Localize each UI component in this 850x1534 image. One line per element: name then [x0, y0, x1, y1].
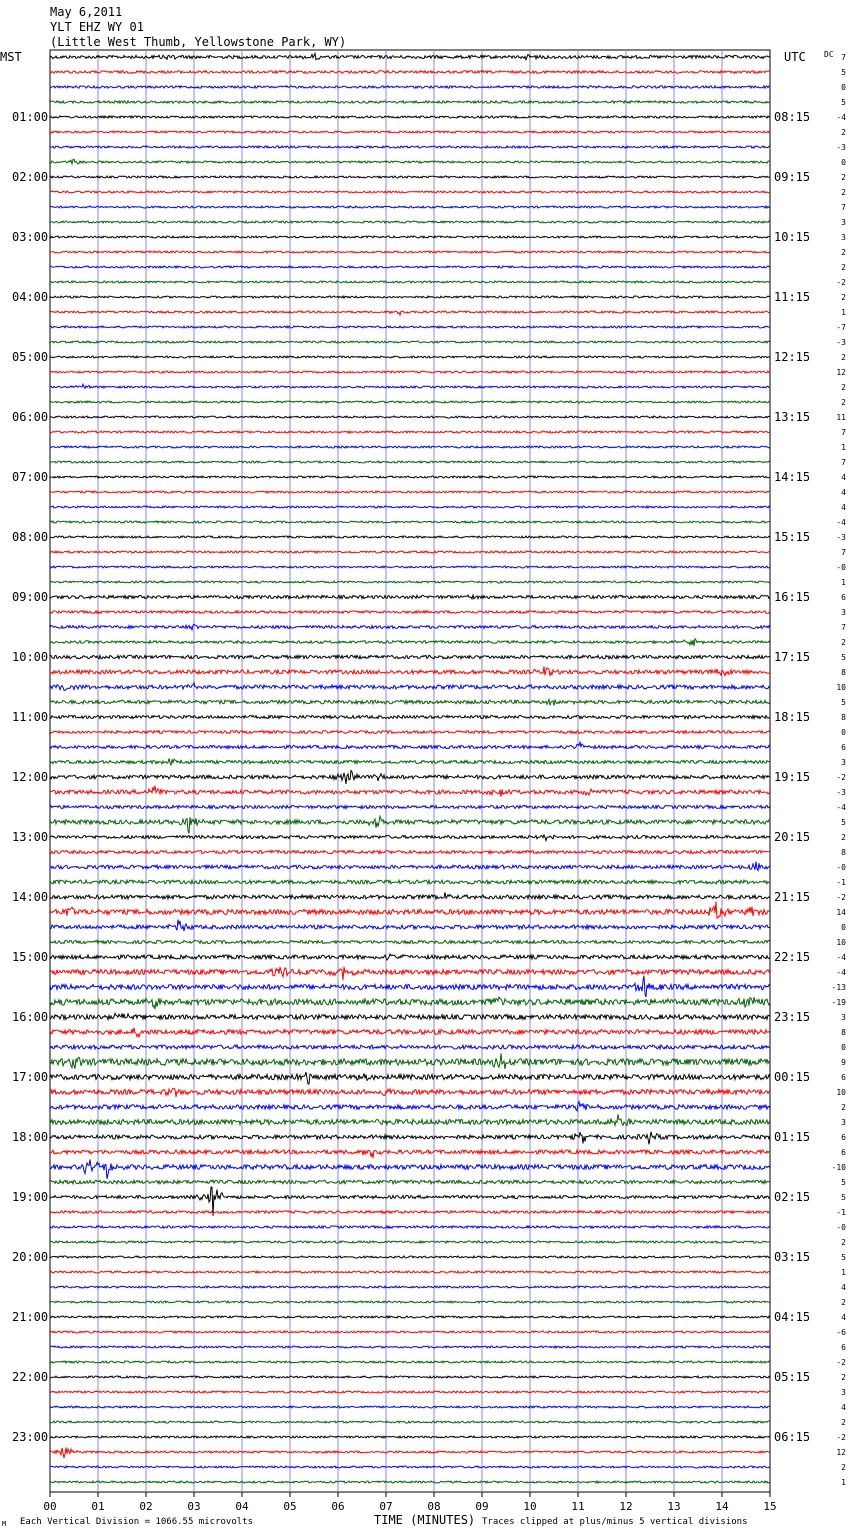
- x-tick-label: 10: [523, 1500, 537, 1513]
- scale-note: Each Vertical Division = 1066.55 microvolts: [20, 1517, 253, 1527]
- utc-hour-label: 13:15: [774, 410, 811, 424]
- mst-hour-label: 13:00: [12, 830, 49, 844]
- trace-line: [50, 1481, 770, 1483]
- dc-offset-label: 5: [841, 1178, 846, 1187]
- dc-offset-label: 7: [841, 203, 846, 212]
- utc-hour-label: 20:15: [774, 830, 811, 844]
- trace-line: [50, 401, 770, 403]
- dc-offset-label: 2: [841, 263, 846, 272]
- trace-line: [50, 191, 770, 193]
- right-axis-label: UTC: [784, 50, 806, 64]
- trace-line: [50, 759, 770, 766]
- dc-offset-label: 2: [841, 248, 846, 257]
- mst-hour-label: 11:00: [12, 710, 49, 724]
- dc-offset-label: 7: [841, 623, 846, 632]
- trace-line: [50, 595, 770, 599]
- clip-note: Traces clipped at plus/minus 5 vertical divisions: [482, 1517, 748, 1527]
- x-tick-label: 14: [715, 1500, 729, 1513]
- trace-line: [50, 1028, 770, 1037]
- dc-offset-label: 2: [841, 1418, 846, 1427]
- dc-offset-label: 2: [841, 1298, 846, 1307]
- trace-line: [50, 920, 770, 932]
- seismic-traces: [50, 53, 770, 1483]
- dc-offset-label: -4: [836, 803, 846, 812]
- trace-line: [50, 850, 770, 853]
- dc-offset-label: 8: [841, 713, 846, 722]
- trace-line: [50, 1361, 770, 1363]
- dc-offset-label: 5: [841, 1193, 846, 1202]
- utc-hour-label: 01:15: [774, 1130, 811, 1144]
- trace-line: [50, 1045, 770, 1049]
- trace-line: [50, 624, 770, 630]
- trace-line: [50, 892, 770, 899]
- dc-offset-label: 5: [841, 698, 846, 707]
- dc-offset-label: 2: [841, 833, 846, 842]
- trace-line: [50, 206, 770, 208]
- mst-hour-label: 06:00: [12, 410, 49, 424]
- utc-hour-label: 17:15: [774, 650, 811, 664]
- utc-hour-label: 03:15: [774, 1250, 811, 1264]
- mst-hour-label: 04:00: [12, 290, 49, 304]
- dc-offset-label: 2: [841, 1463, 846, 1472]
- trace-line: [50, 1406, 770, 1408]
- dc-offset-label: 10: [836, 683, 846, 692]
- dc-offset-label: 4: [841, 1313, 846, 1322]
- dc-offset-label: 5: [841, 818, 846, 827]
- trace-line: [50, 1301, 770, 1303]
- dc-offset-label: -19: [831, 998, 846, 1007]
- x-tick-label: 06: [331, 1500, 345, 1513]
- dc-offset-label: -0: [836, 563, 846, 572]
- mst-hour-label: 03:00: [12, 230, 49, 244]
- dc-offset-label: 2: [841, 1103, 846, 1112]
- trace-line: [50, 835, 770, 841]
- trace-line: [50, 446, 770, 448]
- dc-offset-label: 9: [841, 1058, 846, 1067]
- dc-offset-label: 2: [841, 188, 846, 197]
- trace-line: [50, 862, 770, 871]
- header-location: (Little West Thumb, Yellowstone Park, WY): [50, 35, 347, 49]
- mst-hour-label: 22:00: [12, 1370, 49, 1384]
- dc-offset-label: 8: [841, 1028, 846, 1037]
- trace-line: [50, 639, 770, 646]
- trace-line: [50, 666, 770, 676]
- trace-line: [50, 771, 770, 785]
- dc-offset-label: 2: [841, 1238, 846, 1247]
- dc-offset-label: 3: [841, 1118, 846, 1127]
- mst-hour-label: 07:00: [12, 470, 49, 484]
- trace-line: [50, 281, 770, 283]
- dc-offset-label: 6: [841, 1073, 846, 1082]
- trace-line: [50, 1114, 770, 1125]
- dc-offset-label: -0: [836, 1223, 846, 1232]
- trace-line: [50, 101, 770, 103]
- trace-line: [50, 1466, 770, 1468]
- dc-offset-label: 2: [841, 173, 846, 182]
- trace-line: [50, 1053, 770, 1069]
- left-axis-label: MST: [0, 50, 22, 64]
- trace-line: [50, 341, 770, 343]
- trace-line: [50, 1088, 770, 1097]
- trace-line: [50, 786, 770, 797]
- dc-offset-label: -3: [836, 338, 846, 347]
- utc-hour-label: 02:15: [774, 1190, 811, 1204]
- dc-offset-label: -6: [836, 1328, 846, 1337]
- trace-line: [50, 236, 770, 238]
- dc-offset-label: 7: [841, 548, 846, 557]
- dc-offset-label: 5: [841, 1253, 846, 1262]
- dc-offset-label: -1: [836, 1208, 846, 1217]
- trace-line: [50, 997, 770, 1009]
- utc-hour-label: 08:15: [774, 110, 811, 124]
- trace-line: [50, 491, 770, 493]
- trace-line: [50, 967, 770, 980]
- trace-line: [50, 940, 770, 943]
- trace-line: [50, 356, 770, 358]
- dc-offset-label: 8: [841, 668, 846, 677]
- dc-offset-label: 7: [841, 428, 846, 437]
- utc-hour-labels: [774, 110, 810, 1444]
- dc-offset-label: 3: [841, 233, 846, 242]
- trace-line: [50, 1421, 770, 1423]
- trace-line: [50, 1241, 770, 1243]
- trace-line: [50, 1286, 770, 1288]
- dc-offset-label: 5: [841, 653, 846, 662]
- mst-hour-label: 12:00: [12, 770, 49, 784]
- mst-hour-label: 23:00: [12, 1430, 49, 1444]
- dc-offset-label: 12: [836, 1448, 846, 1457]
- mst-hour-label: 21:00: [12, 1310, 49, 1324]
- dc-offset-label: -1: [836, 878, 846, 887]
- dc-offset-label: 6: [841, 593, 846, 602]
- trace-line: [50, 1180, 770, 1184]
- trace-line: [50, 86, 770, 88]
- trace-line: [50, 880, 770, 884]
- dc-offset-label: 0: [841, 158, 846, 167]
- x-tick-label: 00: [43, 1500, 57, 1513]
- dc-offset-label: -3: [836, 788, 846, 797]
- x-tick-label: 15: [763, 1500, 777, 1513]
- trace-line: [50, 1013, 770, 1019]
- x-axis-ticks: [43, 1492, 776, 1513]
- dc-offset-label: 0: [841, 1043, 846, 1052]
- x-tick-label: 13: [667, 1500, 681, 1513]
- dc-offset-label: -2: [836, 278, 846, 287]
- utc-hour-label: 04:15: [774, 1310, 811, 1324]
- x-tick-label: 09: [475, 1500, 489, 1513]
- dc-offset-label: 2: [841, 128, 846, 137]
- dc-offset-label: 2: [841, 293, 846, 302]
- mst-hour-label: 10:00: [12, 650, 49, 664]
- trace-line: [50, 954, 770, 960]
- dc-offset-label: 7: [841, 53, 846, 62]
- dc-offset-label: -0: [836, 863, 846, 872]
- mst-hour-label: 02:00: [12, 170, 49, 184]
- dc-label: DC: [824, 50, 834, 59]
- dc-offset-label: 12: [836, 368, 846, 377]
- dc-offset-labels: [832, 53, 847, 1487]
- utc-hour-label: 00:15: [774, 1070, 811, 1084]
- dc-offset-label: -4: [836, 113, 846, 122]
- utc-hour-label: 22:15: [774, 950, 811, 964]
- utc-hour-label: 09:15: [774, 170, 811, 184]
- utc-hour-label: 15:15: [774, 530, 811, 544]
- trace-line: [50, 1331, 770, 1333]
- trace-line: [50, 1316, 770, 1318]
- dc-offset-label: -3: [836, 533, 846, 542]
- dc-offset-label: 3: [841, 608, 846, 617]
- mst-hour-label: 09:00: [12, 590, 49, 604]
- dc-offset-label: 0: [841, 728, 846, 737]
- header-date: May 6,2011: [50, 5, 123, 19]
- utc-hour-label: 18:15: [774, 710, 811, 724]
- dc-offset-label: 6: [841, 1133, 846, 1142]
- utc-hour-label: 06:15: [774, 1430, 811, 1444]
- trace-line: [50, 116, 770, 118]
- dc-offset-label: 1: [841, 578, 846, 587]
- trace-line: [50, 1160, 770, 1179]
- trace-line: [50, 326, 770, 328]
- trace-line: [50, 611, 770, 614]
- dc-offset-label: -10: [831, 1163, 846, 1172]
- trace-line: [50, 1346, 770, 1348]
- trace-line: [50, 1150, 770, 1158]
- trace-line: [50, 816, 770, 833]
- dc-offset-label: 0: [841, 923, 846, 932]
- mst-hour-label: 20:00: [12, 1250, 49, 1264]
- footer-mark: M: [2, 1520, 7, 1528]
- trace-line: [50, 1376, 770, 1378]
- trace-line: [50, 176, 770, 178]
- mst-hour-label: 05:00: [12, 350, 49, 364]
- trace-line: [50, 266, 770, 268]
- trace-line: [50, 1448, 770, 1458]
- dc-offset-label: 1: [841, 1478, 846, 1487]
- dc-offset-label: 2: [841, 353, 846, 362]
- dc-offset-label: 2: [841, 1373, 846, 1382]
- dc-offset-label: -4: [836, 518, 846, 527]
- dc-offset-label: -3: [836, 143, 846, 152]
- dc-offset-label: -2: [836, 893, 846, 902]
- dc-offset-label: 3: [841, 1388, 846, 1397]
- x-tick-label: 04: [235, 1500, 249, 1513]
- utc-hour-label: 21:15: [774, 890, 811, 904]
- mst-hour-label: 19:00: [12, 1190, 49, 1204]
- dc-offset-label: 4: [841, 503, 846, 512]
- dc-offset-label: 4: [841, 488, 846, 497]
- trace-line: [50, 976, 770, 997]
- x-tick-label: 01: [91, 1500, 105, 1513]
- trace-line: [50, 221, 770, 223]
- dc-offset-label: -13: [831, 983, 846, 992]
- trace-line: [50, 521, 770, 523]
- dc-offset-label: 1: [841, 1268, 846, 1277]
- trace-line: [50, 131, 770, 133]
- dc-offset-label: 6: [841, 1343, 846, 1352]
- dc-offset-label: 11: [836, 413, 846, 422]
- trace-line: [50, 536, 770, 538]
- dc-offset-label: 4: [841, 473, 846, 482]
- trace-line: [50, 1102, 770, 1111]
- dc-offset-label: 0: [841, 83, 846, 92]
- dc-offset-label: 14: [836, 908, 846, 917]
- dc-offset-label: 2: [841, 398, 846, 407]
- utc-hour-label: 10:15: [774, 230, 811, 244]
- trace-line: [50, 742, 770, 748]
- utc-hour-label: 12:15: [774, 350, 811, 364]
- utc-hour-label: 14:15: [774, 470, 811, 484]
- trace-line: [50, 53, 770, 59]
- dc-offset-label: 4: [841, 1283, 846, 1292]
- trace-line: [50, 416, 770, 418]
- x-tick-label: 02: [139, 1500, 153, 1513]
- trace-line: [50, 566, 770, 568]
- x-tick-label: 07: [379, 1500, 393, 1513]
- dc-offset-label: 4: [841, 1403, 846, 1412]
- x-tick-label: 12: [619, 1500, 633, 1513]
- dc-offset-label: 5: [841, 98, 846, 107]
- x-tick-label: 11: [571, 1500, 585, 1513]
- dc-offset-label: 2: [841, 383, 846, 392]
- trace-line: [50, 431, 770, 433]
- dc-offset-label: -2: [836, 773, 846, 782]
- dc-offset-label: 2: [841, 638, 846, 647]
- trace-line: [50, 476, 770, 478]
- utc-hour-label: 16:15: [774, 590, 811, 604]
- dc-offset-label: 10: [836, 938, 846, 947]
- trace-line: [50, 805, 770, 808]
- dc-offset-label: 7: [841, 458, 846, 467]
- trace-line: [50, 296, 770, 298]
- x-tick-label: 08: [427, 1500, 441, 1513]
- utc-hour-label: 11:15: [774, 290, 811, 304]
- trace-line: [50, 1132, 770, 1145]
- trace-line: [50, 71, 770, 74]
- dc-offset-label: -7: [836, 323, 846, 332]
- utc-hour-label: 05:15: [774, 1370, 811, 1384]
- dc-offset-label: 3: [841, 1013, 846, 1022]
- x-tick-label: 05: [283, 1500, 297, 1513]
- trace-line: [50, 159, 770, 164]
- trace-line: [50, 1072, 770, 1084]
- trace-line: [50, 1256, 770, 1258]
- dc-offset-label: -4: [836, 953, 846, 962]
- mst-hour-label: 17:00: [12, 1070, 49, 1084]
- mst-hour-label: 01:00: [12, 110, 49, 124]
- dc-offset-label: 1: [841, 443, 846, 452]
- dc-offset-label: 3: [841, 218, 846, 227]
- trace-line: [50, 551, 770, 553]
- dc-offset-label: 6: [841, 743, 846, 752]
- trace-line: [50, 1391, 770, 1393]
- trace-line: [50, 251, 770, 253]
- dc-offset-label: 5: [841, 68, 846, 77]
- mst-hour-label: 14:00: [12, 890, 49, 904]
- dc-offset-label: -2: [836, 1433, 846, 1442]
- trace-line: [50, 146, 770, 148]
- dc-offset-label: 3: [841, 758, 846, 767]
- x-axis-label: TIME (MINUTES): [374, 1513, 476, 1527]
- trace-line: [50, 506, 770, 508]
- mst-hour-labels: [12, 110, 48, 1444]
- header-station: YLT EHZ WY 01: [50, 20, 144, 34]
- trace-line: [50, 699, 770, 705]
- trace-line: [50, 902, 770, 919]
- utc-hour-label: 23:15: [774, 1010, 811, 1024]
- trace-line: [50, 1271, 770, 1273]
- trace-line: [50, 715, 770, 718]
- mst-hour-label: 18:00: [12, 1130, 49, 1144]
- trace-line: [50, 1436, 770, 1438]
- dc-offset-label: 1: [841, 308, 846, 317]
- trace-line: [50, 731, 770, 734]
- mst-hour-label: 16:00: [12, 1010, 49, 1024]
- utc-hour-label: 19:15: [774, 770, 811, 784]
- dc-offset-label: 8: [841, 848, 846, 857]
- dc-offset-label: -2: [836, 1358, 846, 1367]
- trace-line: [50, 655, 770, 658]
- dc-offset-label: 6: [841, 1148, 846, 1157]
- trace-line: [50, 1211, 770, 1214]
- trace-line: [50, 683, 770, 691]
- trace-line: [50, 384, 770, 388]
- x-tick-label: 03: [187, 1500, 201, 1513]
- trace-line: [50, 461, 770, 463]
- trace-line: [50, 371, 770, 373]
- dc-offset-label: 10: [836, 1088, 846, 1097]
- dc-offset-label: -4: [836, 968, 846, 977]
- trace-line: [50, 311, 770, 315]
- trace-line: [50, 581, 770, 583]
- mst-hour-label: 15:00: [12, 950, 49, 964]
- trace-line: [50, 1226, 770, 1228]
- mst-hour-label: 08:00: [12, 530, 49, 544]
